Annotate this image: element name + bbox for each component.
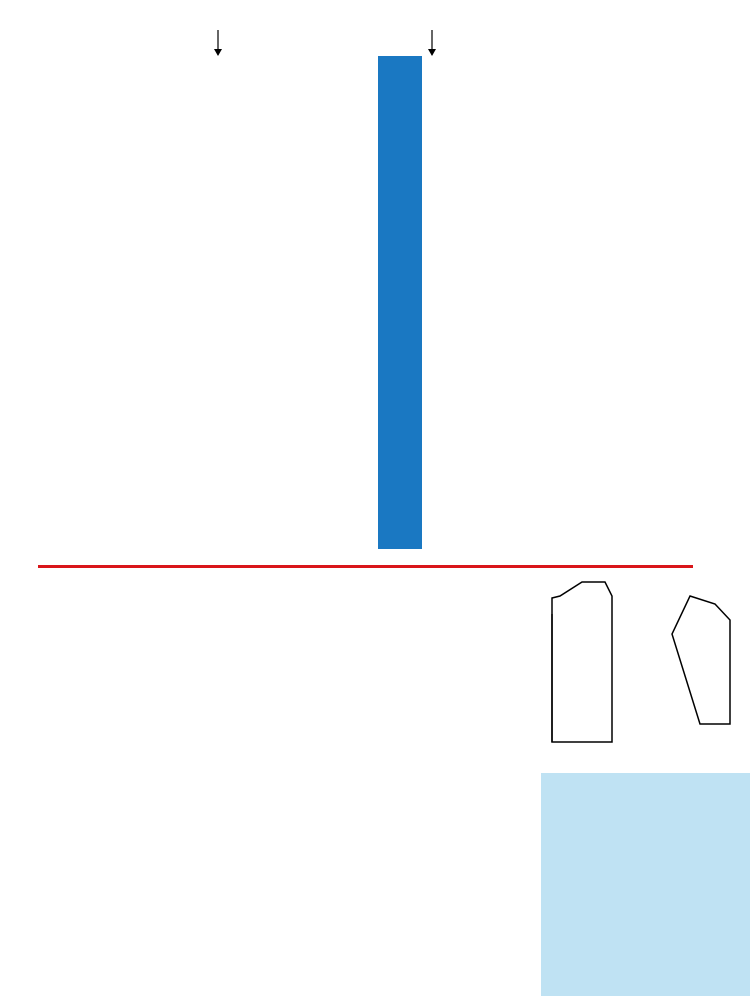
section-divider: [38, 565, 693, 568]
ad-box: [541, 773, 750, 996]
arrow-markers: [214, 30, 436, 56]
blue-column: [378, 56, 422, 549]
schematic-diagram: [530, 574, 745, 770]
